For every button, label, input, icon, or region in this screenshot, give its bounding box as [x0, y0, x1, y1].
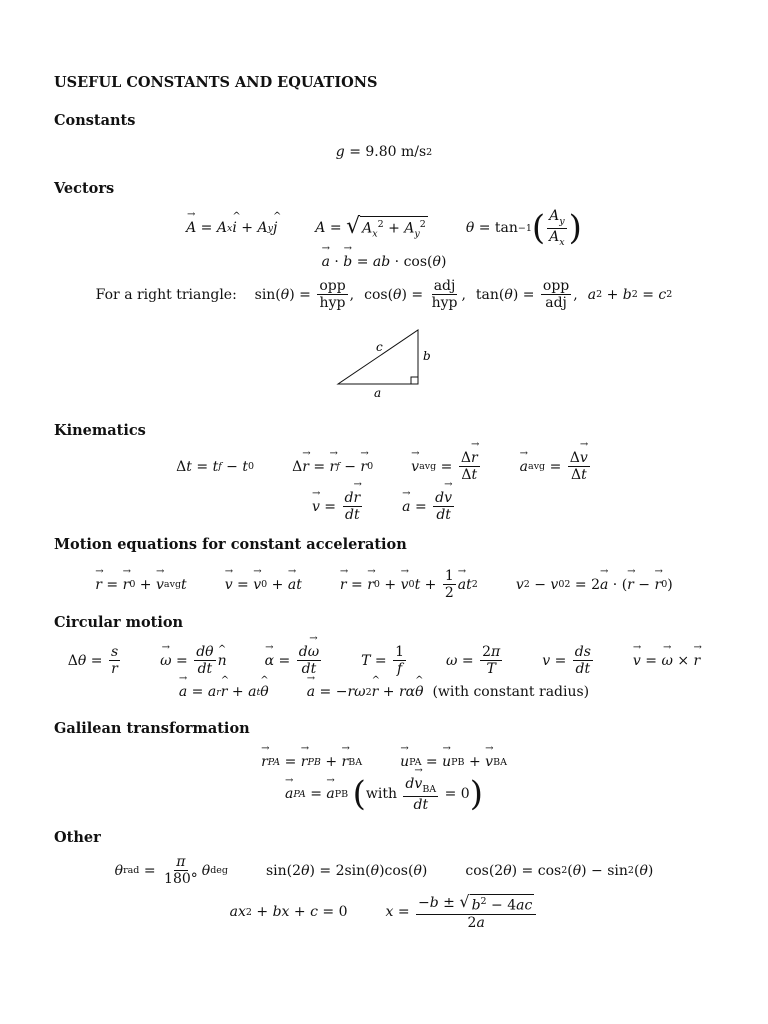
- section-constants: Constants: [54, 112, 136, 129]
- triangle-label-c: c: [376, 340, 383, 354]
- section-other: Other: [54, 829, 101, 846]
- equation-kinematics-derivatives: → v = $\frac{d\to r}{dt}$ → a = $\frac{d\to v}{dt}$: [0, 490, 768, 523]
- equation-dot-product: → a · → b = ab · cos( θ ): [0, 254, 768, 270]
- triangle-label-a: a: [374, 386, 382, 400]
- triangle-label-b: b: [423, 349, 431, 363]
- right-triangle-diagram: [336, 326, 436, 400]
- equation-quadratic: ax 2 + bx + c = 0 x = −b ± √ $b^2 - 4ac$ 2a: [0, 894, 768, 931]
- equation-gravity: g = 9.80 m/s 2: [335, 144, 433, 160]
- section-galilean-transformation: Galilean transformation: [54, 720, 250, 737]
- equation-galilean-velocity: → r PA = → r PB + → r BA → u PA = → u PB + → v BA: [0, 754, 768, 770]
- page-title: USEFUL CONSTANTS AND EQUATIONS: [54, 74, 378, 91]
- equation-kinematics-deltas: Δ t = t f − t 0 Δ → r = → r f − → r 0 → v avg = $\frac{\Delta\to r}{\Delta t}$ → a avg = $\frac{\Delta\to v}{\Delta t}$: [0, 450, 768, 483]
- equation-circular-acceleration: → a = a r ^ r + a t ^ θ → a = − rω 2 ^ r + rα ^ θ (with constant radius): [0, 684, 768, 700]
- section-motion-constant-acceleration: Motion equations for constant acceleration: [54, 536, 407, 553]
- section-kinematics: Kinematics: [54, 422, 146, 439]
- section-circular-motion: Circular motion: [54, 614, 184, 631]
- equation-circular-definitions: Δ θ = $\frac{s}{r}$ → ω = $\frac{d\theta}{dt}$ ^ n → α = $\frac{d\to \omega}{dt}$ T = $\frac{1}{f}$ ω = $\frac{2\pi}{T}$ v = $\frac{ds}{dt}$ → v = → ω × → r: [0, 644, 768, 677]
- equation-galilean-acceleration: → a PA = → a PB ( with $\frac{d\to v_{BA}}{dt}$ = 0 ): [0, 776, 768, 813]
- right-triangle-prefix: For a right triangle:: [95, 286, 237, 303]
- equation-vector-components: → A = A x ^ i + A y ^ j A = √ $A_x^2 + A_y^2$ θ = tan −1 ( $\frac{A_y}{A_x}$ ): [0, 208, 768, 248]
- section-vectors: Vectors: [54, 180, 115, 197]
- equation-angles-and-trig: θ rad = $\frac{\pi}{180^\circ}$ θ deg sin(2 θ ) = 2sin( θ )cos( θ ) cos(2 θ ) = cos 2 ( θ ) − sin 2 ( θ ): [114, 854, 654, 888]
- equation-right-triangle: For a right triangle: sin( θ ) = $\frac{\text{opp}}{\text{hyp}}$ , cos( θ ) = $\frac{\text{adj}}{\text{hyp}}$ , tan( θ ) = $\frac{\text{opp}}{\text{adj}}$ , a 2 + b 2 = c 2: [95, 278, 673, 312]
- equation-constant-acceleration: → r = → r 0 + → v avg t → v = → v 0 + → a t → r = → r 0 + → v 0 t + $\frac{1}{2}$ → a t 2 v 2 − v 0 2 = 2 → a · ( → r − → r 0 ): [0, 568, 768, 601]
